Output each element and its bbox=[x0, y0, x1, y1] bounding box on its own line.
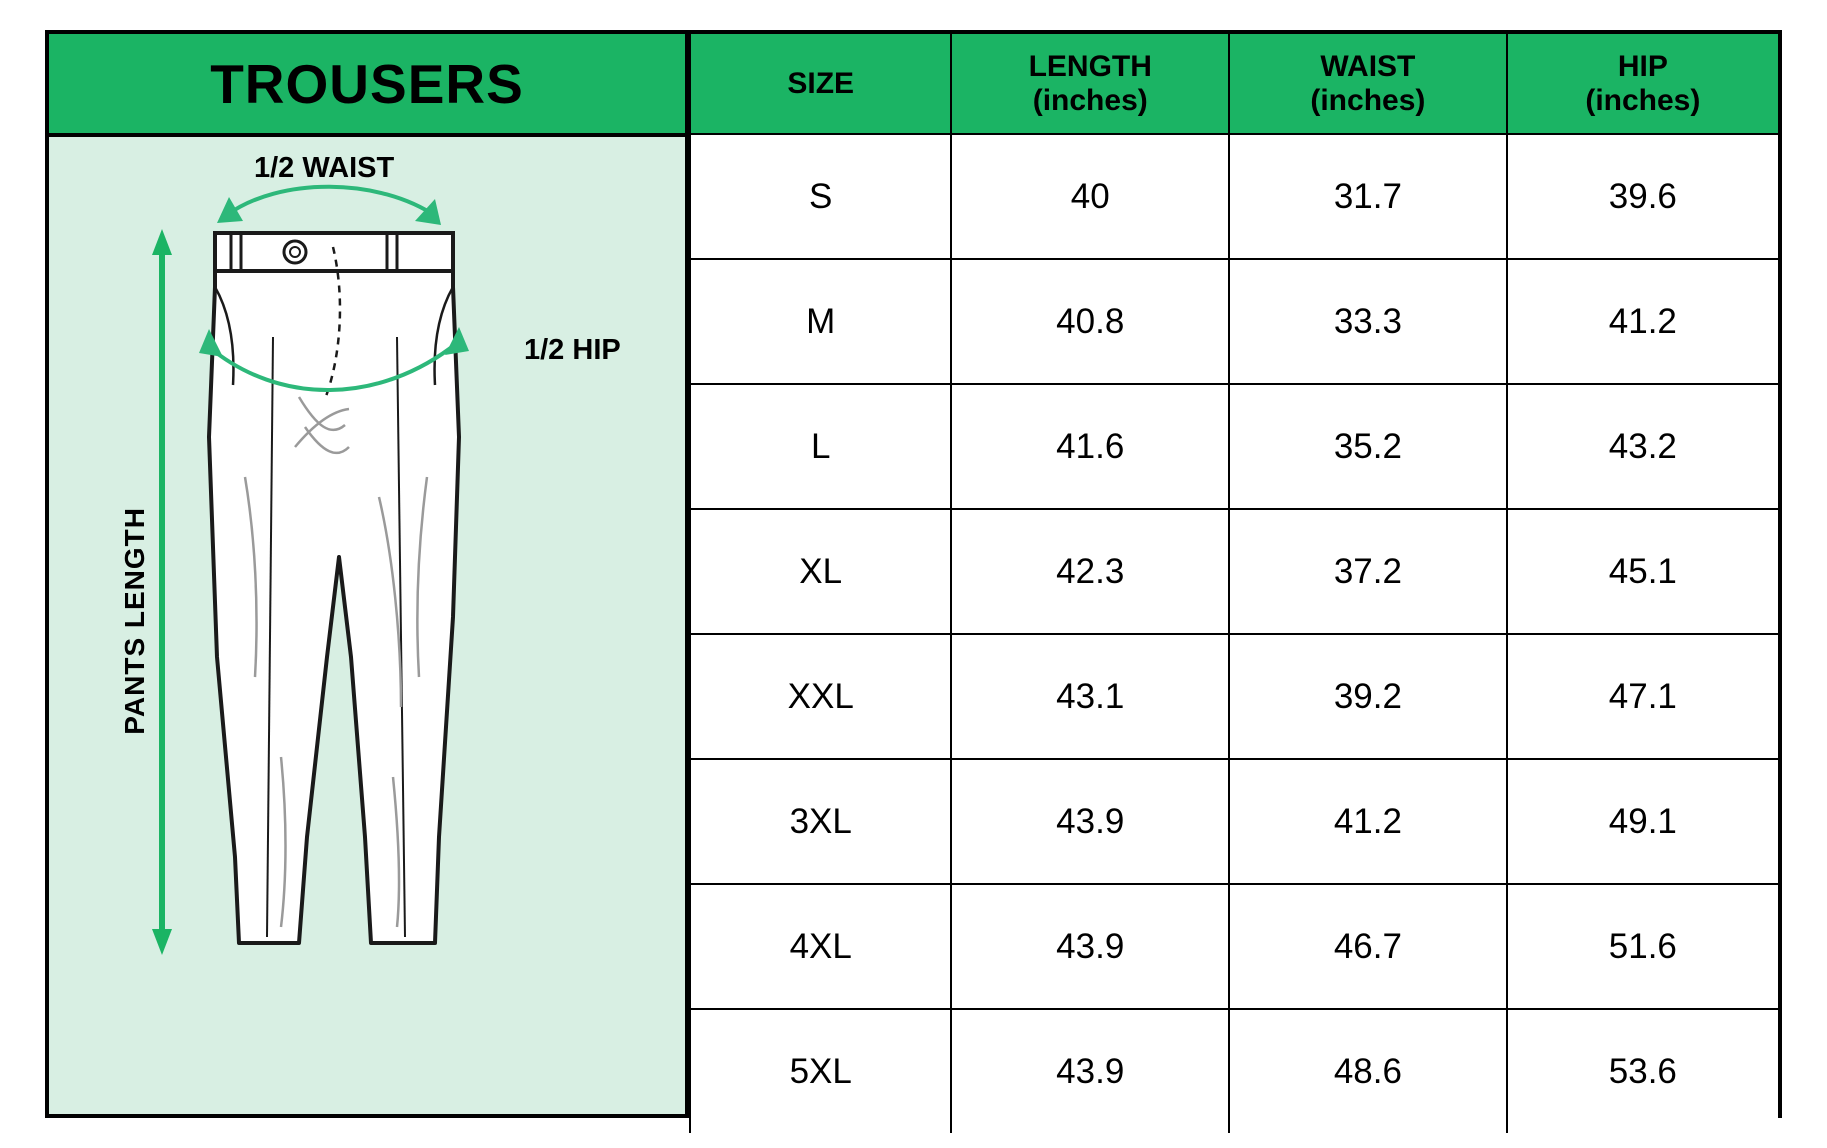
column-header-size: SIZE bbox=[690, 34, 951, 134]
cell-hip: 43.2 bbox=[1507, 384, 1778, 509]
table-row bbox=[690, 634, 1778, 759]
cell-hip: 51.6 bbox=[1507, 884, 1778, 1009]
table-row bbox=[690, 384, 1778, 509]
cell-waist: 48.6 bbox=[1229, 1009, 1507, 1133]
cell-length: 41.6 bbox=[951, 384, 1229, 509]
cell-length: 42.3 bbox=[951, 509, 1229, 634]
cell-size: XL bbox=[690, 509, 951, 634]
table-row bbox=[690, 1009, 1778, 1133]
trousers-illustration-svg bbox=[49, 137, 685, 1114]
column-header-waist: WAIST (inches) bbox=[1229, 34, 1507, 134]
size-chart bbox=[45, 30, 1782, 1118]
cell-length: 43.1 bbox=[951, 634, 1229, 759]
table-row bbox=[690, 259, 1778, 384]
table-row bbox=[690, 884, 1778, 1009]
trousers-diagram bbox=[49, 137, 685, 1114]
column-header-length: LENGTH (inches) bbox=[951, 34, 1229, 134]
half-waist-label: 1/2 WAIST bbox=[254, 152, 395, 184]
diagram-panel bbox=[49, 34, 689, 1114]
column-header-hip: HIP (inches) bbox=[1507, 34, 1778, 134]
cell-length: 40 bbox=[951, 134, 1229, 259]
cell-size: M bbox=[690, 259, 951, 384]
cell-hip: 39.6 bbox=[1507, 134, 1778, 259]
measurements-table-panel bbox=[689, 34, 1778, 1114]
cell-size: XXL bbox=[690, 634, 951, 759]
cell-length: 43.9 bbox=[951, 1009, 1229, 1133]
page-title: TROUSERS bbox=[210, 52, 524, 115]
cell-hip: 53.6 bbox=[1507, 1009, 1778, 1133]
cell-size: S bbox=[690, 134, 951, 259]
cell-waist: 41.2 bbox=[1229, 759, 1507, 884]
cell-waist: 39.2 bbox=[1229, 634, 1507, 759]
table-row bbox=[690, 509, 1778, 634]
table-row bbox=[690, 759, 1778, 884]
chart-title-cell bbox=[49, 34, 685, 137]
cell-waist: 35.2 bbox=[1229, 384, 1507, 509]
cell-waist: 33.3 bbox=[1229, 259, 1507, 384]
half-hip-label: 1/2 HIP bbox=[524, 334, 621, 366]
cell-hip: 47.1 bbox=[1507, 634, 1778, 759]
table-row bbox=[690, 134, 1778, 259]
pants-length-label: PANTS LENGTH bbox=[119, 507, 150, 735]
cell-hip: 45.1 bbox=[1507, 509, 1778, 634]
measurements-table bbox=[689, 34, 1778, 1133]
cell-length: 40.8 bbox=[951, 259, 1229, 384]
cell-waist: 37.2 bbox=[1229, 509, 1507, 634]
cell-length: 43.9 bbox=[951, 884, 1229, 1009]
cell-waist: 46.7 bbox=[1229, 884, 1507, 1009]
cell-waist: 31.7 bbox=[1229, 134, 1507, 259]
cell-size: L bbox=[690, 384, 951, 509]
cell-size: 5XL bbox=[690, 1009, 951, 1133]
table-header-row bbox=[690, 34, 1778, 134]
cell-hip: 49.1 bbox=[1507, 759, 1778, 884]
cell-length: 43.9 bbox=[951, 759, 1229, 884]
cell-size: 3XL bbox=[690, 759, 951, 884]
cell-size: 4XL bbox=[690, 884, 951, 1009]
cell-hip: 41.2 bbox=[1507, 259, 1778, 384]
